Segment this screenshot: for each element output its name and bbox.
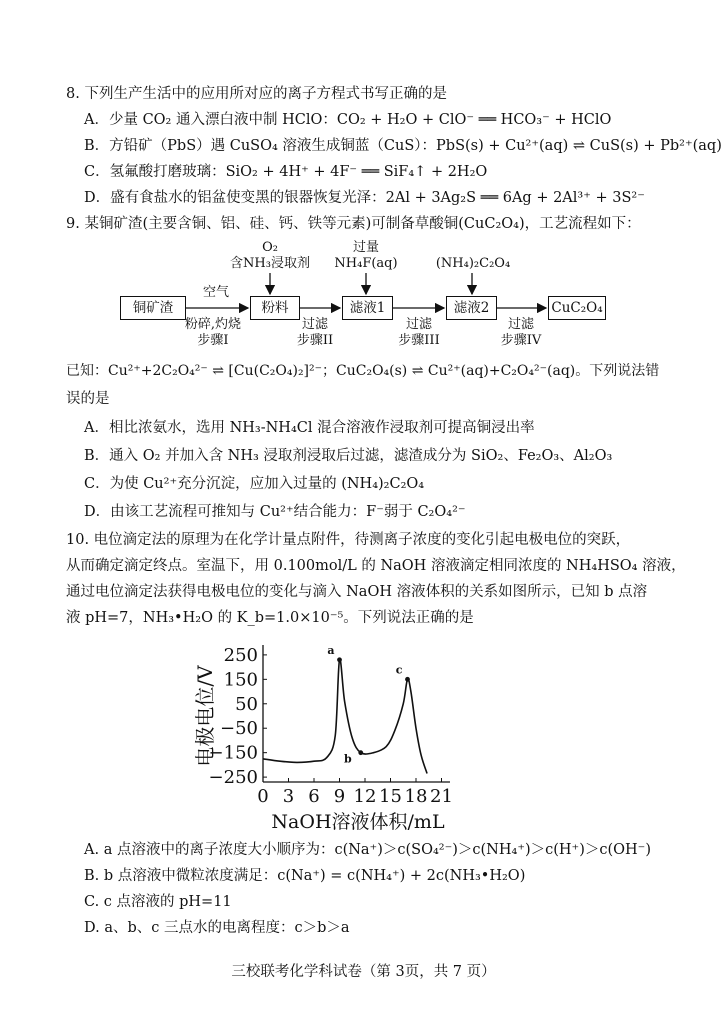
- q8-option-d: D．盛有食盐水的铝盆使变黑的银器恢复光泽：2Al + 3Ag₂S ══ 6Ag + 2Al³⁺ + 3S²⁻: [84, 190, 645, 206]
- q10-stem-line3: 通过电位滴定法获得电极电位的变化与滴入 NaOH 溶液体积的关系如图所示，已知 b 点溶: [66, 584, 648, 600]
- flow-label-step4: 步骤IV: [500, 333, 542, 348]
- q9-known-line1: 已知：Cu²⁺+2C₂O₄²⁻ ⇌ [Cu(C₂O₄)₂]²⁻；CuC₂O₄(s) ⇌ Cu²⁺(aq)+C₂O₄²⁻(aq)。下列说法错: [66, 363, 660, 379]
- flow-box-ore: 铜矿渣: [120, 296, 186, 320]
- q10-option-c: C. c 点溶液的 pH=11: [84, 894, 232, 910]
- chart-point-b: [358, 750, 363, 755]
- q9-known-line2: 误的是: [66, 391, 110, 407]
- q9-option-b: B．通入 O₂ 并加入含 NH₃ 浸取剂浸取后过滤，滤渣成分为 SiO₂、Fe₂O₃、Al₂O₃: [84, 448, 613, 464]
- chart-y-tick-label: −50: [220, 718, 258, 740]
- flow-label-crush: 粉碎,灼烧: [184, 317, 242, 332]
- chart-x-tick-label: 12: [353, 786, 377, 807]
- chart-point-label-a: a: [327, 643, 335, 657]
- flow-box-product: CuC₂O₄: [548, 296, 606, 320]
- flow-box-filtrate1: 滤液1: [342, 296, 393, 320]
- flow-label-step2: 步骤II: [296, 333, 334, 348]
- chart-xlabel: NaOH溶液体积/mL: [271, 811, 445, 833]
- chart-point-label-c: c: [395, 663, 403, 677]
- q10-option-a: A. a 点溶液中的离子浓度大小顺序为：c(Na⁺)＞c(SO₄²⁻)＞c(NH₄⁺)＞c(H⁺)＞c(OH⁻): [84, 842, 651, 858]
- q9-option-c: C．为使 Cu²⁺充分沉淀，应加入过量的 (NH₄)₂C₂O₄: [84, 476, 425, 492]
- q10-stem-line2: 从而确定滴定终点。室温下，用 0.100mol/L 的 NaOH 溶液滴定相同浓度的 NH₄HSO₄ 溶液，: [66, 558, 686, 574]
- flow-label-nh4f: NH₄F(aq): [334, 256, 398, 271]
- flow-label-filter4: 过滤: [507, 317, 534, 332]
- flow-label-filter2: 过滤: [301, 317, 328, 332]
- q10-option-b: B. b 点溶液中微粒浓度满足：c(Na⁺) = c(NH₄⁺) + 2c(NH₃•H₂O): [84, 868, 526, 884]
- q8-option-b: B．方铅矿（PbS）遇 CuSO₄ 溶液生成铜蓝（CuS）：PbS(s) + Cu²⁺(aq) ⇌ CuS(s) + Pb²⁺(aq): [84, 138, 722, 154]
- flow-label-air: 空气: [202, 285, 229, 300]
- chart-ylabel: 电极电位/V: [193, 665, 217, 767]
- q8-stem: 8. 下列生产生活中的应用所对应的离子方程式书写正确的是: [66, 86, 447, 102]
- chart-y-tick-label: −250: [208, 767, 258, 789]
- chart-point-a: [337, 657, 342, 662]
- q9-option-a: A．相比浓氨水，选用 NH₃-NH₄Cl 混合溶液作浸取剂可提高铜浸出率: [84, 420, 535, 436]
- flow-label-o2: O₂: [262, 240, 278, 255]
- chart-y-tick-label: 250: [223, 644, 258, 666]
- q9-stem: 9. 某铜矿渣(主要含铜、铝、硅、钙、铁等元素)可制备草酸铜(CuC₂O₄)，工艺流程如下：: [66, 216, 641, 232]
- flow-label-excess: 过量: [352, 240, 379, 255]
- chart-point-c: [405, 677, 410, 682]
- chart-y-tick-label: −150: [208, 742, 258, 764]
- page-footer: 三校联考化学科试卷（第 3页，共 7 页）: [231, 964, 496, 980]
- chart-x-tick-label: 18: [404, 786, 428, 807]
- chart-x-tick-label: 3: [282, 786, 295, 807]
- chart-y-tick-label: 150: [223, 669, 258, 691]
- flow-box-powder: 粉料: [250, 296, 300, 320]
- flow-label-filter3: 过滤: [405, 317, 432, 332]
- chart-y-tick-label: 50: [235, 693, 258, 715]
- flow-label-step3: 步骤III: [398, 333, 440, 348]
- q10-stem-line4: 液 pH=7，NH₃•H₂O 的 K_b=1.0×10⁻⁵。下列说法正确的是: [66, 610, 474, 626]
- q9-option-d: D．由该工艺流程可推知与 Cu²⁺结合能力：F⁻弱于 C₂O₄²⁻: [84, 504, 466, 520]
- chart-x-tick-label: 6: [308, 786, 320, 807]
- chart-point-label-b: b: [344, 752, 352, 766]
- q10-option-d: D. a、b、c 三点水的电离程度：c＞b＞a: [84, 920, 350, 936]
- flow-label-leach: 含NH₃浸取剂: [230, 256, 310, 271]
- chart-x-tick-label: 9: [333, 786, 346, 807]
- flow-box-filtrate2: 滤液2: [446, 296, 497, 320]
- chart-x-tick-label: 21: [430, 786, 453, 807]
- flow-label-step1: 步骤I: [197, 333, 229, 348]
- q10-stem-line1: 10. 电位滴定法的原理为在化学计量点附件，待测离子浓度的变化引起电极电位的突跃，: [66, 532, 631, 548]
- chart-x-tick-label: 0: [257, 786, 269, 807]
- chart-x-tick-label: 15: [379, 786, 402, 807]
- q8-option-a: A．少量 CO₂ 通入漂白液中制 HClO：CO₂ + H₂O + ClO⁻ ══ HCO₃⁻ + HClO: [84, 112, 612, 128]
- q8-option-c: C．氢氟酸打磨玻璃：SiO₂ + 4H⁺ + 4F⁻ ══ SiF₄↑ + 2H₂O: [84, 164, 488, 180]
- flow-label-oxalate: (NH₄)₂C₂O₄: [435, 256, 511, 271]
